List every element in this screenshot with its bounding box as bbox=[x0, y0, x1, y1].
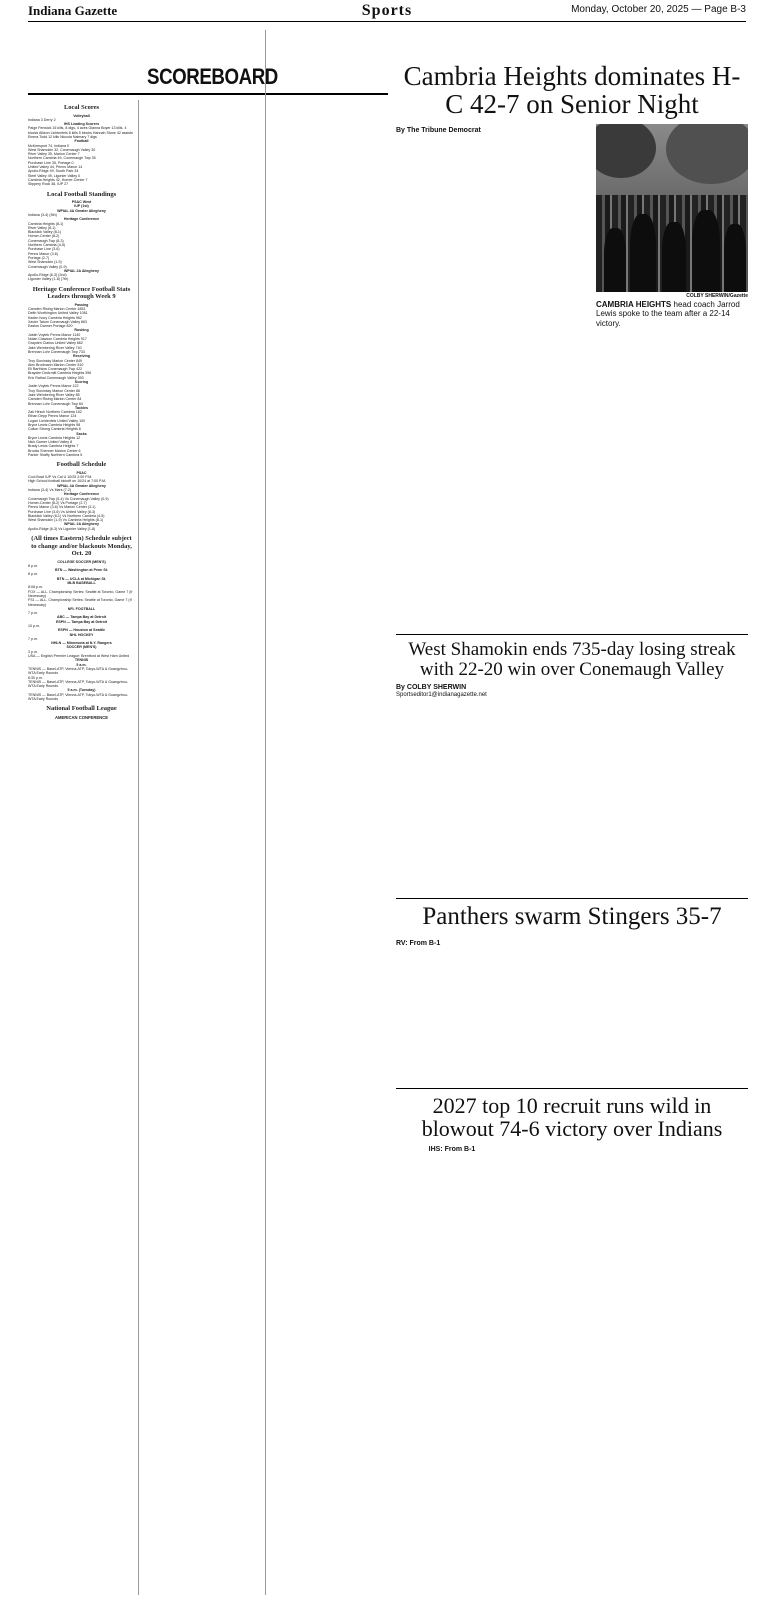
local_standings-line: Purchase Line (3-6) bbox=[28, 247, 60, 252]
story-divider bbox=[396, 1088, 748, 1089]
heritage_stats-line: Colton Strong Cambria Heights 8 bbox=[28, 427, 81, 432]
story1-caption-text: head coach Jarrod Lewis spoke to the team after a 22-14 victory. bbox=[596, 300, 740, 328]
local_standings-line: Homer-Center (8-2) bbox=[28, 234, 60, 239]
heritage_stats-line: Brooks Shenner Marion Center 6 bbox=[28, 448, 81, 453]
tv-line: 8 p.m. bbox=[28, 572, 38, 577]
tv-line: ESPN — Tampa Bay at Detroit bbox=[55, 619, 108, 624]
heritage_stats-line: Brayden DeArmitt Cambria Heights 396 bbox=[28, 371, 92, 376]
heritage_stats-line: Jake Weinbering River Valley 85 bbox=[28, 392, 80, 397]
story1-photo bbox=[596, 124, 748, 292]
football_schedule-line: Cool Bowl IUP Vs Cal U 10/25 2:00 P.M. bbox=[28, 475, 93, 480]
heritage_stats-line: Sacks bbox=[76, 431, 87, 436]
football_schedule-line: PSAC bbox=[76, 470, 87, 475]
tv-line: TENNIS bbox=[74, 658, 89, 663]
story1-photo-credit: COLBY SHERWIN/Gazette bbox=[686, 293, 748, 299]
tv-line: TENNIS — Basel-ATP, Vienna-ATP, Tokyo-WTA & Guangzhou-WTA Early Rounds bbox=[28, 692, 128, 702]
local_scores-line: Volleyball bbox=[73, 113, 90, 118]
heritage_stats-line: Grayden Clarius United Valley 862 bbox=[28, 341, 83, 346]
heritage_stats-line: Justin Voytek Penns Manor 1140 bbox=[28, 332, 81, 337]
story3-col-3 bbox=[636, 940, 748, 1082]
heritage_stats-line: Rushing bbox=[74, 328, 89, 333]
local_standings-line: PSAC West bbox=[71, 200, 92, 205]
tv-line: MLB BASEBALL bbox=[67, 581, 96, 586]
heritage_stats-line: Nolan Clawson Cambria Heights 917 bbox=[28, 337, 87, 342]
story2-byline: By COLBY SHERWIN bbox=[396, 684, 467, 691]
story1-caption bbox=[596, 300, 748, 328]
story2-headline: West Shamokin ends 735-day losing streak with 22-20 win over Conemaugh Valley bbox=[408, 639, 736, 680]
story2-col-1 bbox=[396, 705, 508, 891]
story2-col-3 bbox=[636, 684, 748, 891]
football_schedule-heading: Football Schedule bbox=[56, 461, 107, 469]
tv-line: NHLN — Minnesota at N.Y. Rangers bbox=[51, 641, 112, 646]
scoreboard-title: SCOREBOARD bbox=[147, 64, 278, 89]
local_standings-line: Indiana (3-4) (5th) bbox=[28, 212, 57, 217]
scoreboard-column-3 bbox=[269, 30, 388, 1595]
local_scores-line: Cambria Heights 42, Homer-Center 7 bbox=[28, 177, 88, 182]
local_standings-line: Portage (2-7) bbox=[28, 255, 50, 260]
tv-line: COLLEGE SOCCER (MEN'S) bbox=[57, 559, 106, 564]
local_scores-line: West Shamokin 32, Conemaugh Valley 30 bbox=[28, 147, 96, 152]
local_standings-line: WPIAL 2A Allegheny bbox=[63, 268, 99, 273]
heritage_stats-line: Alec Brodmann Marion Center 510 bbox=[28, 362, 84, 367]
heritage_stats-line: Justin Voytek Penns Manor 122 bbox=[28, 384, 79, 389]
heritage_stats-line: Jake Weinbering River Valley 740 bbox=[28, 345, 82, 350]
story3-jump: RV: From B-1 bbox=[396, 940, 441, 947]
tv-line: BTN — UCLA at Michigan St. bbox=[56, 576, 107, 581]
local_scores-line: McKeesport 74, Indiana 0 bbox=[28, 143, 69, 148]
story2-email: Sportseditor1@indianagazette.net bbox=[396, 692, 487, 698]
heritage_stats-line: Deith Worthington United Valley 1081 bbox=[28, 311, 88, 316]
tv-line: BTN — Washington at Penn St. bbox=[55, 568, 108, 573]
local_scores-heading: Local Scores bbox=[63, 104, 100, 111]
story4-col-3 bbox=[636, 1146, 748, 1595]
tv-line: SOCCER (MEN'S) bbox=[66, 645, 97, 650]
tv-line: 3 p.m. bbox=[28, 649, 38, 654]
football_schedule-line: WPIAL 4A Greater Allegheny bbox=[57, 483, 106, 488]
heritage_stats-line: Eric Rathal Conemaugh Valley 393 bbox=[28, 375, 84, 380]
tv-line: FOX — ALL. Championship Series: Seattle at Toronto, Game 7 (If Necessary) bbox=[28, 589, 133, 598]
heritage_stats-line: Bryce Lewis Cambria Heights 98 bbox=[28, 423, 81, 427]
football_schedule-line: Apollo-Ridge (6-3) Vs Ligonier Valley (1-8) bbox=[28, 526, 96, 531]
local_scores-line: Paige Fenwick 15 kills, 8 digs, 4 aces Gianna Boyer 13 kills. 4 blocks Allison Lichtenfels 6 kills 5 blocks Hannah Stone 42 assists Emma Todd 12 kills Niccola Nalmary 7 digs bbox=[28, 126, 133, 139]
heritage_stats-line: Xavier Tatum Conemaugh Valley 863 bbox=[28, 319, 87, 324]
local_standings-line: River Valley (8-1) bbox=[28, 225, 56, 230]
football_schedule-line: Homer-Center (8-2) Vs Portage (2-7) bbox=[28, 500, 87, 505]
tv-line: ESPN — Houston at Seattle bbox=[58, 628, 105, 633]
local_scores-line: Steel Valley 49, Ligonier Valley 0 bbox=[28, 173, 81, 178]
tv-line: 8:08 p.m. bbox=[28, 585, 43, 590]
heritage_stats-line: Easton Danner Portage 820 bbox=[28, 324, 73, 329]
tv-line: USA — English Premier League: Brentford at West Ham United bbox=[28, 654, 130, 659]
local_scores-line: River Valley 35, Marion Center 7 bbox=[28, 152, 80, 157]
tv-line: ABC — Tampa Bay at Detroit bbox=[56, 615, 107, 620]
local_standings-heading: Local Football Standings bbox=[46, 190, 117, 198]
heritage_stats-line: Camden Rising Marion Center 84 bbox=[28, 397, 82, 402]
football_schedule-line: Blacklick Valley (8-1) Vs Northern Cambria (4-5) bbox=[28, 513, 105, 518]
story3-headline: Panthers swarm Stingers 35-7 bbox=[422, 903, 722, 930]
local_standings-line: WPIAL 4A Greater Allegheny bbox=[57, 208, 106, 213]
heritage_stats-line: Eli Barthlow Conemaugh Twp 422 bbox=[28, 367, 83, 372]
heritage_stats-line: Bryce Lewis Cambria Heights 12 bbox=[28, 435, 81, 440]
local_scores-line: Football bbox=[74, 139, 89, 144]
heritage_stats-line: Nick Garner United Valley 8 bbox=[28, 440, 73, 445]
heritage_stats-line: Camden Rising Marion Center 1853 bbox=[28, 306, 86, 311]
local_scores-line: Slippery Rock 38, IUP 27 bbox=[28, 182, 69, 187]
football_schedule-line: WPIAL 2A Allegheny bbox=[63, 522, 99, 527]
story4-col-2 bbox=[516, 1146, 628, 1595]
page-date: Monday, October 20, 2025 — Page B-3 bbox=[571, 4, 746, 15]
scoreboard-column-2 bbox=[142, 30, 278, 1595]
heritage_stats-line: Receiving bbox=[73, 354, 90, 359]
heritage_stats-line: Brennan Lohr Conemaugh Twp 84 bbox=[28, 401, 83, 406]
scoreboard-column-1 bbox=[28, 100, 135, 1595]
football_schedule-line: Conemaugh Twp (5-4) Vs Conemaugh Valley (0-9) bbox=[28, 496, 109, 501]
tv-line: 6:30 p.m. bbox=[28, 675, 43, 680]
local_standings-line: Ligonier Valley (1-8) (7th) bbox=[28, 277, 69, 282]
story2-col-2 bbox=[516, 684, 628, 891]
football_schedule-line: Purchase Line (3-6) Vs United Valley (8-3) bbox=[28, 509, 96, 514]
tv-line: TENNIS — Basel-ATP, Vienna-ATP, Tokyo-WTA & Guangzhou-WTA Early Rounds bbox=[28, 666, 128, 676]
heritage_stats-line: Scoring bbox=[74, 380, 89, 385]
story1-col-2 bbox=[496, 143, 591, 603]
story1-col-1 bbox=[396, 143, 491, 603]
football_schedule-line: Indiana (3-4) Vs Mars (7-2) bbox=[28, 488, 72, 493]
heritage_stats-line: Troy Slovinsky Marion Center 849 bbox=[28, 358, 82, 363]
story4-col-1 bbox=[396, 1158, 508, 1595]
football_schedule-line: Heritage Conference bbox=[63, 492, 100, 497]
tv-line: 7 p.m. bbox=[28, 636, 38, 641]
local_scores-line: United Valley 44, Penns Manor 14 bbox=[28, 165, 83, 170]
story1-col-4 bbox=[674, 330, 748, 630]
local_standings-line: Cambria Heights (8-1) bbox=[28, 221, 64, 226]
tv-line: NFL FOOTBALL bbox=[67, 606, 96, 611]
heritage_stats-line: Kaden Ivory Cambria Heights 962 bbox=[28, 315, 82, 320]
page-header bbox=[28, 0, 746, 22]
local_standings-line: IUP (1st) bbox=[74, 204, 89, 209]
story1-col-3 bbox=[596, 330, 668, 630]
football_schedule-line: Penns Manor (3-6) Vs Marion Center (3-1) bbox=[28, 505, 96, 510]
tv-line: 7 p.m. bbox=[28, 611, 38, 616]
story4-headline: 2027 top 10 recruit runs wild in blowout 74-6 victory over Indians bbox=[421, 1093, 723, 1141]
local_standings-line: Northern Cambria (4-5) bbox=[28, 243, 66, 248]
football_schedule-line: High School football kickoff on 10/24 at 7:00 P.M. bbox=[28, 479, 106, 484]
heritage_stats-line: Brennan Lohr Conemaugh Twp 733 bbox=[28, 349, 85, 354]
local_standings-line: Blacklick Valley (8-1) bbox=[28, 230, 62, 235]
local_scores-line: Northern Cambria 49, Conemaugh Twp 35 bbox=[28, 156, 96, 161]
story3-col-2 bbox=[516, 940, 628, 1082]
local_scores-line: Purchase Line 35, Portage 0 bbox=[28, 160, 74, 165]
tv-line: 10 p.m. bbox=[28, 623, 40, 628]
tv-line: TENNIS — Basel-ATP, Vienna-ATP, Tokyo-WTA & Guangzhou-WTA Early Rounds bbox=[28, 679, 128, 689]
local_scores-line: Indiana 3 Derry 2 bbox=[28, 117, 56, 122]
heritage_stats-line: Troy Slovinsky Marion Center 86 bbox=[28, 388, 80, 393]
football_schedule-line: West Shamokin (1-9) Vs Cambria Heights (8-1) bbox=[28, 518, 104, 523]
paper-name: Indiana Gazette bbox=[28, 3, 118, 18]
story4-jump: IHS: From B-1 bbox=[428, 1146, 476, 1153]
story1-caption-lead: CAMBRIA HEIGHTS bbox=[596, 300, 672, 309]
tv-line: 5 a.m. (Tuesday) bbox=[67, 688, 96, 693]
story1-headline: Cambria Heights dominates H-C 42-7 on Senior Night bbox=[403, 61, 741, 119]
local_standings-line: West Shamokin (1-9) bbox=[28, 260, 62, 265]
section-name: Sports bbox=[361, 2, 413, 19]
story1-byline: By The Tribune Democrat bbox=[396, 127, 481, 134]
story3-col-1 bbox=[396, 952, 508, 1082]
heritage_stats-heading: Heritage Conference Football Stats Leaders through Week 9 bbox=[32, 285, 131, 301]
story-divider bbox=[396, 898, 748, 899]
local_standings-line: Conemaugh Twp (8-3) bbox=[28, 238, 64, 243]
heritage_stats-line: Passing bbox=[74, 302, 89, 307]
column-divider bbox=[138, 100, 139, 1595]
heritage_stats-line: Parker Shaffy Northern Cambria 5 bbox=[28, 453, 83, 458]
heritage_stats-line: Logan Lichtenfels United Valley 100 bbox=[28, 418, 86, 423]
heritage_stats-line: Zak Hirsch Northern Cambria 152 bbox=[28, 410, 82, 415]
heritage_stats-line: Brady Lewis Cambria Heights 7 bbox=[28, 444, 79, 449]
tv-line: NHL HOCKEY bbox=[69, 632, 94, 637]
column-divider bbox=[265, 30, 266, 1595]
local_standings-line: Penns Manor (3-6) bbox=[28, 251, 58, 256]
local_standings-line: Conemaugh Valley (0-9) bbox=[28, 264, 67, 269]
local_standings-line: Heritage Conference bbox=[63, 217, 100, 222]
tv-heading: (All times Eastern) Schedule subject to change and/or blackouts Monday, Oct. 20 bbox=[31, 535, 132, 558]
local_scores-line: Apollo-Ridge 49, South Park 34 bbox=[28, 169, 79, 174]
heritage_stats-line: Tackles bbox=[75, 405, 88, 410]
tv-line: 5 a.m. bbox=[76, 662, 87, 667]
tv-line: 8 p.m. bbox=[28, 563, 38, 568]
tv-line: FS1 — ALL. Championship Series: Seattle at Toronto, Game 7 (If Necessary) bbox=[28, 598, 132, 607]
nfl-heading: National Football League bbox=[46, 705, 117, 713]
story-divider bbox=[396, 634, 748, 635]
local_scores-line: IHS Leading Scorers bbox=[63, 122, 100, 127]
heritage_stats-line: Ethan Depp Penns Manor 124 bbox=[28, 414, 77, 419]
local_standings-line: Apollo-Ridge (6-3) (2nd) bbox=[28, 273, 67, 278]
nfl-conference: AMERICAN CONFERENCE bbox=[54, 714, 109, 720]
